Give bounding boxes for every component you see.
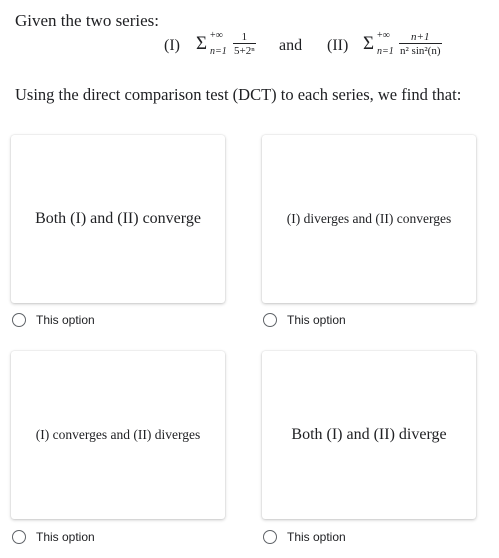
series-ii-label: (II) [327,37,349,54]
radio-button-4[interactable] [263,530,277,544]
option-radio-row-4[interactable] [263,530,346,544]
option-answer-4: Both (I) and (II) diverge [291,426,447,443]
option-radio-row-2[interactable] [263,313,346,327]
option-answer-1: Both (I) and (II) converge [35,210,201,227]
radio-label-4: This option [287,530,346,544]
lower-limit-ii: n=1 [377,46,394,57]
option-radio-row-1[interactable] [12,313,95,327]
option-card-3[interactable] [11,351,225,519]
radio-button-2[interactable] [263,313,277,327]
series-i-denominator: 5+2ⁿ [234,45,255,57]
option-answer-2: (I) diverges and (II) converges [286,211,452,226]
sigma-symbol-ii: Σ [363,33,375,54]
option-card-2[interactable] [262,135,476,303]
radio-label-2: This option [287,313,346,327]
option-card-1[interactable] [11,135,225,303]
series-ii-fraction [399,31,442,57]
series-i-numerator: 1 [241,31,248,43]
series-ii-numerator: n+1 [411,31,430,43]
sigma-symbol-i: Σ [196,33,208,54]
series-i-label: (I) [164,37,180,54]
series-ii-denominator: n² sin²(n) [400,45,441,57]
radio-button-3[interactable] [12,530,26,544]
radio-label-3: This option [36,530,95,544]
option-answer-3: (I) converges and (II) diverges [35,427,201,442]
series-i-fraction [233,31,256,57]
question-text: Using the direct comparison test (DCT) to each series, we find that: [15,85,462,104]
option-radio-row-3[interactable] [12,530,95,544]
series-formula [164,30,464,66]
intro-text: Given the two series: [15,11,159,30]
upper-limit-ii: +∞ [377,30,390,41]
radio-button-1[interactable] [12,313,26,327]
conjunction-and: and [279,37,303,54]
option-card-4[interactable] [262,351,476,519]
lower-limit-i: n=1 [210,46,227,57]
upper-limit-i: +∞ [210,30,223,41]
radio-label-1: This option [36,313,95,327]
